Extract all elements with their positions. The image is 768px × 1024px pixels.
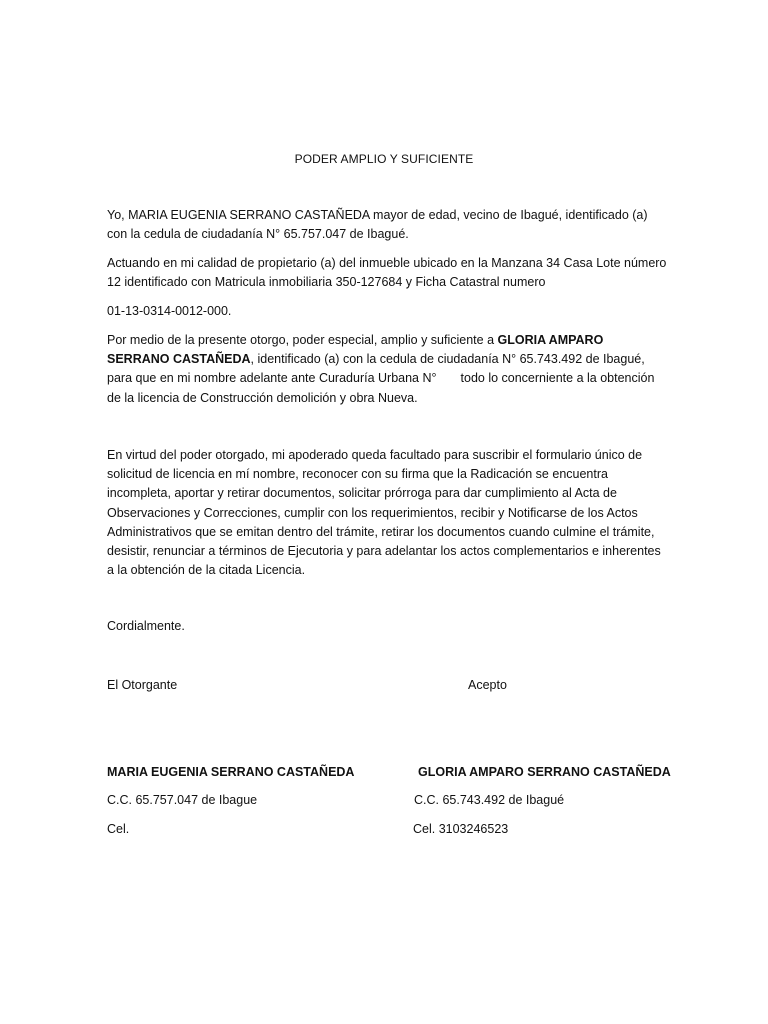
acceptor-id: C.C. 65.743.492 de Ibagué [414, 793, 565, 807]
document-title: PODER AMPLIO Y SUFICIENTE [294, 152, 474, 166]
paragraph-power-grant [107, 331, 667, 408]
acceptor-phone: Cel. 3103246523 [413, 822, 509, 836]
power-grant-text-2: , identificado (a) con la cedula de ciudadanía N° 65.743.492 de Ibagué, para que en mi nombre adelante ante Curaduría Urbana N° [107, 352, 645, 386]
paragraph-identification: Yo, MARIA EUGENIA SERRANO CASTAÑEDA mayor de edad, vecino de Ibagué, identificado (a) con la cedula de ciudadanía N° 65.757.047 de Ibagué. [107, 208, 648, 242]
power-grant-text-3: todo lo concerniente a la obtención de la licencia de Construcción demolición y obra Nueva. [107, 371, 655, 405]
paragraph-cadastral-number: 01-13-0314-0012-000. [107, 304, 232, 318]
closing-text: Cordialmente. [107, 619, 185, 633]
acceptor-name: GLORIA AMPARO SERRANO CASTAÑEDA [418, 765, 671, 779]
grantor-name: MARIA EUGENIA SERRANO CASTAÑEDA [107, 765, 355, 779]
acceptor-label: Acepto [468, 678, 507, 692]
grantor-label: El Otorgante [107, 678, 178, 692]
grantor-id: C.C. 65.757.047 de Ibague [107, 793, 258, 807]
attorney-name: GLORIA AMPARO SERRANO CASTAÑEDA [107, 333, 604, 367]
power-grant-text-1: Por medio de la presente otorgo, poder especial, amplio y suficiente a [107, 333, 498, 347]
paragraph-property: Actuando en mi calidad de propietario (a) del inmueble ubicado en la Manzana 34 Casa Lote número 12 identificado con Matricula inmobiliaria 350-127684 y Ficha Catastral numero [107, 256, 667, 290]
grantor-phone: Cel. [107, 822, 130, 836]
paragraph-faculties: En virtud del poder otorgado, mi apoderado queda facultado para suscribir el formulario único de solicitud de licencia en mí nombre, reconocer con su firma que la Radicación se encuentra incompleta, aportar y retirar documentos, solicitar prórroga para dar cumplimiento al Acta de Observaciones y Correcciones, cumplir con los requerimientos, recibir y Notificarse de los Actos Administrativos que se emitan dentro del trámite, retirar los documentos cuando culmine el trámite, desistir, renunciar a términos de Ejecutoria y para adelantar los actos complementarios e inherentes a la obtención de la citada Licencia. [107, 448, 661, 578]
